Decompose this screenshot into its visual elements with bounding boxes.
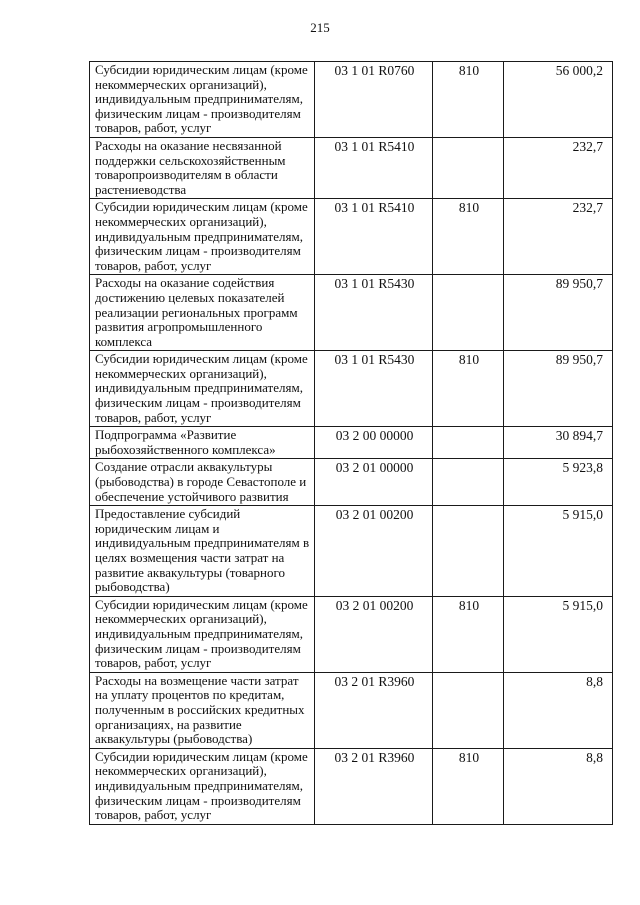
row-amount: 232,7 bbox=[504, 137, 613, 198]
row-expense-type bbox=[433, 137, 504, 198]
row-description: Расходы на оказание содействия достижению целевых показателей реализации региональных программ развития агропромышленного комплекса bbox=[90, 275, 315, 351]
row-amount: 5 923,8 bbox=[504, 459, 613, 506]
row-expense-type: 810 bbox=[433, 748, 504, 824]
row-code: 03 2 01 00000 bbox=[315, 459, 433, 506]
row-code: 03 2 00 00000 bbox=[315, 427, 433, 459]
table-row bbox=[90, 506, 613, 597]
row-amount: 5 915,0 bbox=[504, 506, 613, 597]
table-row bbox=[90, 748, 613, 824]
row-amount: 89 950,7 bbox=[504, 351, 613, 427]
row-code: 03 1 01 R5430 bbox=[315, 351, 433, 427]
row-expense-type bbox=[433, 672, 504, 748]
row-code: 03 2 01 00200 bbox=[315, 506, 433, 597]
row-code: 03 2 01 R3960 bbox=[315, 748, 433, 824]
row-amount: 8,8 bbox=[504, 748, 613, 824]
row-expense-type: 810 bbox=[433, 351, 504, 427]
row-expense-type bbox=[433, 427, 504, 459]
row-expense-type: 810 bbox=[433, 62, 504, 138]
table-row bbox=[90, 672, 613, 748]
budget-table bbox=[89, 61, 613, 825]
row-code: 03 2 01 00200 bbox=[315, 596, 433, 672]
row-expense-type: 810 bbox=[433, 199, 504, 275]
table-row bbox=[90, 459, 613, 506]
row-expense-type bbox=[433, 275, 504, 351]
row-description: Расходы на оказание несвязанной поддержки сельскохозяйственным товаропроизводителям в области растениеводства bbox=[90, 137, 315, 198]
row-description: Создание отрасли аквакультуры (рыбоводства) в городе Севастополе и обеспечение устойчивого развития bbox=[90, 459, 315, 506]
table-row bbox=[90, 275, 613, 351]
row-amount: 89 950,7 bbox=[504, 275, 613, 351]
row-description: Подпрограмма «Развитие рыбохозяйственного комплекса» bbox=[90, 427, 315, 459]
row-description: Субсидии юридическим лицам (кроме некоммерческих организаций), индивидуальным предпринимателям, физическим лицам - производителям товаров, работ, услуг bbox=[90, 748, 315, 824]
row-amount: 5 915,0 bbox=[504, 596, 613, 672]
table-row bbox=[90, 596, 613, 672]
row-amount: 56 000,2 bbox=[504, 62, 613, 138]
row-expense-type bbox=[433, 506, 504, 597]
table-row bbox=[90, 62, 613, 138]
row-code: 03 1 01 R5410 bbox=[315, 137, 433, 198]
row-description: Субсидии юридическим лицам (кроме некоммерческих организаций), индивидуальным предпринимателям, физическим лицам - производителям товаров, работ, услуг bbox=[90, 351, 315, 427]
row-code: 03 1 01 R5410 bbox=[315, 199, 433, 275]
row-code: 03 1 01 R0760 bbox=[315, 62, 433, 138]
page-number: 215 bbox=[310, 20, 330, 35]
row-description: Субсидии юридическим лицам (кроме некоммерческих организаций), индивидуальным предпринимателям, физическим лицам - производителям товаров, работ, услуг bbox=[90, 199, 315, 275]
row-code: 03 1 01 R5430 bbox=[315, 275, 433, 351]
row-amount: 30 894,7 bbox=[504, 427, 613, 459]
row-amount: 232,7 bbox=[504, 199, 613, 275]
row-description: Предоставление субсидий юридическим лицам и индивидуальным предпринимателям в целях возмещения части затрат на развитие аквакультуры (товарного рыбоводства) bbox=[90, 506, 315, 597]
row-description: Расходы на возмещение части затрат на уплату процентов по кредитам, полученным в российских кредитных организациях, на развитие аквакультуры (рыбоводства) bbox=[90, 672, 315, 748]
table-row bbox=[90, 427, 613, 459]
row-description: Субсидии юридическим лицам (кроме некоммерческих организаций), индивидуальным предпринимателям, физическим лицам - производителям товаров, работ, услуг bbox=[90, 596, 315, 672]
table-row bbox=[90, 351, 613, 427]
row-code: 03 2 01 R3960 bbox=[315, 672, 433, 748]
row-amount: 8,8 bbox=[504, 672, 613, 748]
row-expense-type bbox=[433, 459, 504, 506]
table-row bbox=[90, 199, 613, 275]
table-row bbox=[90, 137, 613, 198]
row-description: Субсидии юридическим лицам (кроме некоммерческих организаций), индивидуальным предпринимателям, физическим лицам - производителям товаров, работ, услуг bbox=[90, 62, 315, 138]
row-expense-type: 810 bbox=[433, 596, 504, 672]
